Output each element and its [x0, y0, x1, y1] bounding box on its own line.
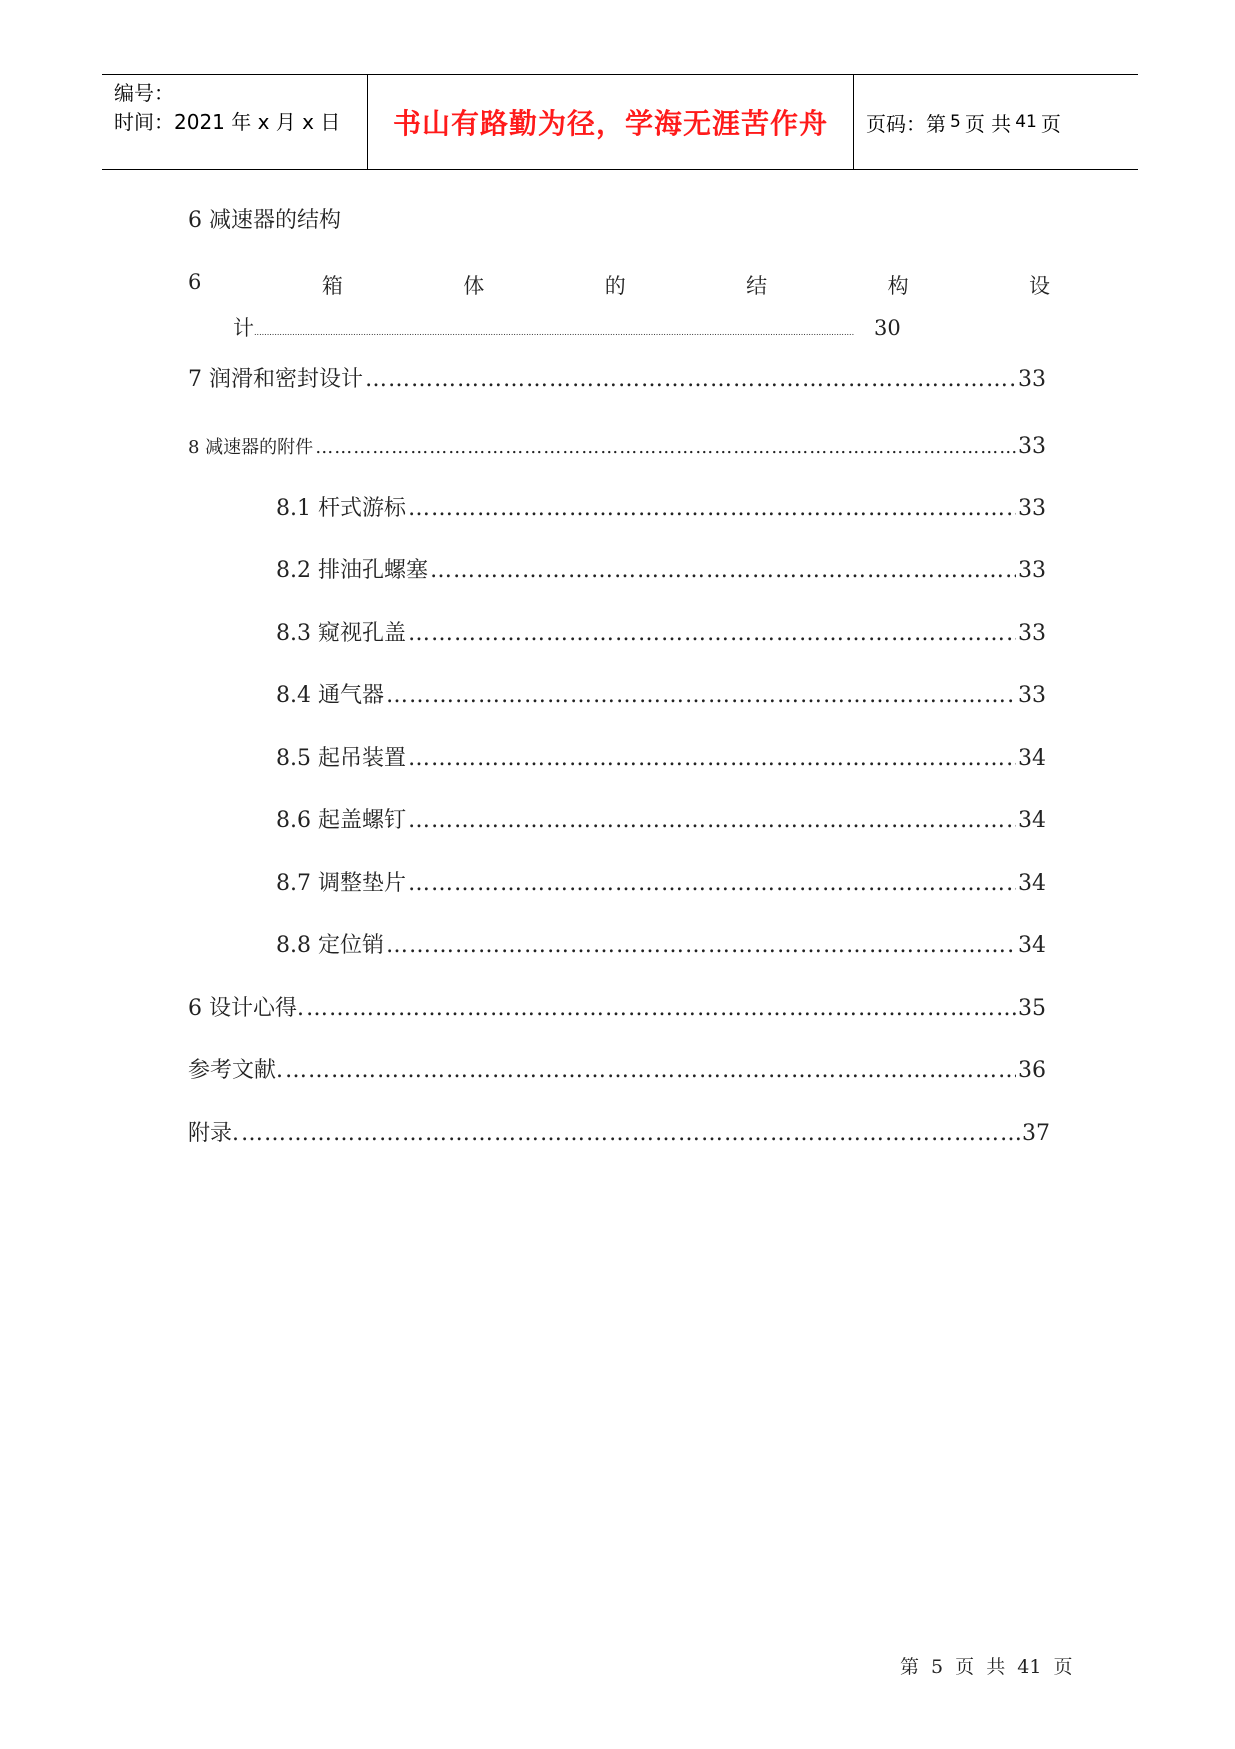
toc-entry-label: 8.5 起吊装置 — [276, 746, 406, 771]
toc-entry-page: 36 — [1018, 1058, 1046, 1083]
time-label: 时间：2021 年 x 月 x 日 — [114, 110, 341, 134]
spread-page: 30 — [874, 316, 901, 340]
leader-dots — [408, 806, 1016, 836]
toc-entry-page: 33 — [1018, 683, 1046, 708]
toc-entry-label: 6 设计心得. — [188, 996, 304, 1021]
spread-char: 结 — [746, 274, 768, 298]
slogan: 书山有路勤为径，学海无涯苦作舟 — [392, 107, 828, 140]
spread-char: 箱 — [321, 274, 343, 298]
leader-dots — [430, 556, 1016, 586]
spread-char: 6 — [188, 270, 202, 294]
toc-entry-page: 35 — [1018, 996, 1046, 1021]
toc-entry-label: 8.7 调整垫片 — [276, 871, 406, 896]
leader-dots — [386, 931, 1016, 961]
toc-entry-label: 7 润滑和密封设计 — [188, 367, 363, 392]
leader-dots — [408, 869, 1016, 899]
toc-entry[interactable] — [188, 994, 1046, 1024]
toc-entry[interactable] — [276, 744, 1046, 774]
toc-entry[interactable] — [276, 931, 1046, 961]
toc-entry-label: 8 减速器的附件 — [188, 437, 314, 458]
toc-entry[interactable] — [276, 556, 1046, 586]
page-suffix: 页 — [1040, 111, 1061, 136]
toc-spread-continuation — [233, 312, 901, 342]
toc-entry[interactable] — [188, 365, 1046, 395]
toc-entry-page: 34 — [1018, 808, 1046, 833]
toc-entry-label: 8.4 通气器 — [276, 683, 384, 708]
toc-entry[interactable] — [276, 806, 1046, 836]
leader-dots — [408, 494, 1016, 524]
number-label: 编号： — [114, 81, 174, 105]
toc-entry-label: 8.6 起盖螺钉 — [276, 808, 406, 833]
header-page-info — [854, 75, 1138, 169]
toc-entry-page: 33 — [1018, 367, 1046, 392]
leader-dots — [386, 681, 1016, 711]
page-mid: 页 共 — [964, 111, 1012, 136]
header-slogan-cell — [367, 75, 854, 169]
leader-dots — [408, 744, 1016, 774]
spread-char: 体 — [463, 274, 485, 298]
toc-entry[interactable] — [188, 1119, 1050, 1149]
toc-entry-page: 33 — [1018, 496, 1046, 521]
spread-char: 的 — [604, 274, 626, 298]
leader-dots — [315, 433, 1016, 463]
toc-heading: 6 减速器的结构 — [188, 208, 341, 233]
leader-dots — [408, 619, 1016, 649]
toc-entry-page: 33 — [1018, 621, 1046, 646]
toc-entry-label: 8.2 排油孔螺塞 — [276, 558, 428, 583]
toc-entry-label: 附录. — [188, 1121, 239, 1146]
leader-dots — [306, 994, 1016, 1024]
toc-entry-page: 34 — [1018, 933, 1046, 958]
page-prefix: 页码：第 — [866, 111, 946, 136]
toc-entry[interactable] — [188, 1056, 1046, 1086]
leader-dots — [365, 365, 1016, 395]
page-current: 5 — [950, 112, 961, 132]
toc-entry-label: 8.1 杆式游标 — [276, 496, 406, 521]
toc-entry[interactable] — [276, 869, 1046, 899]
toc-entry-label: 参考文献. — [188, 1058, 283, 1083]
toc-entry-page: 33 — [1018, 558, 1046, 583]
toc-entry[interactable] — [276, 494, 1046, 524]
spread-continuation-text: 计 — [233, 316, 254, 340]
spread-char: 设 — [1029, 274, 1050, 298]
page-total: 41 — [1015, 112, 1037, 132]
toc-entry[interactable] — [276, 681, 1046, 711]
toc-entry-page: 34 — [1018, 871, 1046, 896]
toc-entry[interactable] — [276, 619, 1046, 649]
toc-spread-line — [188, 270, 1050, 300]
toc-entry-label: 8.3 窥视孔盖 — [276, 621, 406, 646]
leader-dots — [241, 1119, 1020, 1149]
toc-entry-page: 34 — [1018, 746, 1046, 771]
toc-entry[interactable] — [188, 432, 1046, 463]
page-footer: 第 5 页 共 41 页 — [900, 1656, 1073, 1678]
spread-char: 构 — [887, 274, 909, 298]
header-meta — [102, 75, 367, 169]
toc-entry-page: 37 — [1022, 1121, 1050, 1146]
leader-dots — [285, 1056, 1016, 1086]
page-header — [102, 74, 1138, 170]
leader-dots — [254, 328, 874, 337]
toc-entry-label: 8.8 定位销 — [276, 933, 384, 958]
toc-entry-page: 33 — [1018, 434, 1046, 459]
